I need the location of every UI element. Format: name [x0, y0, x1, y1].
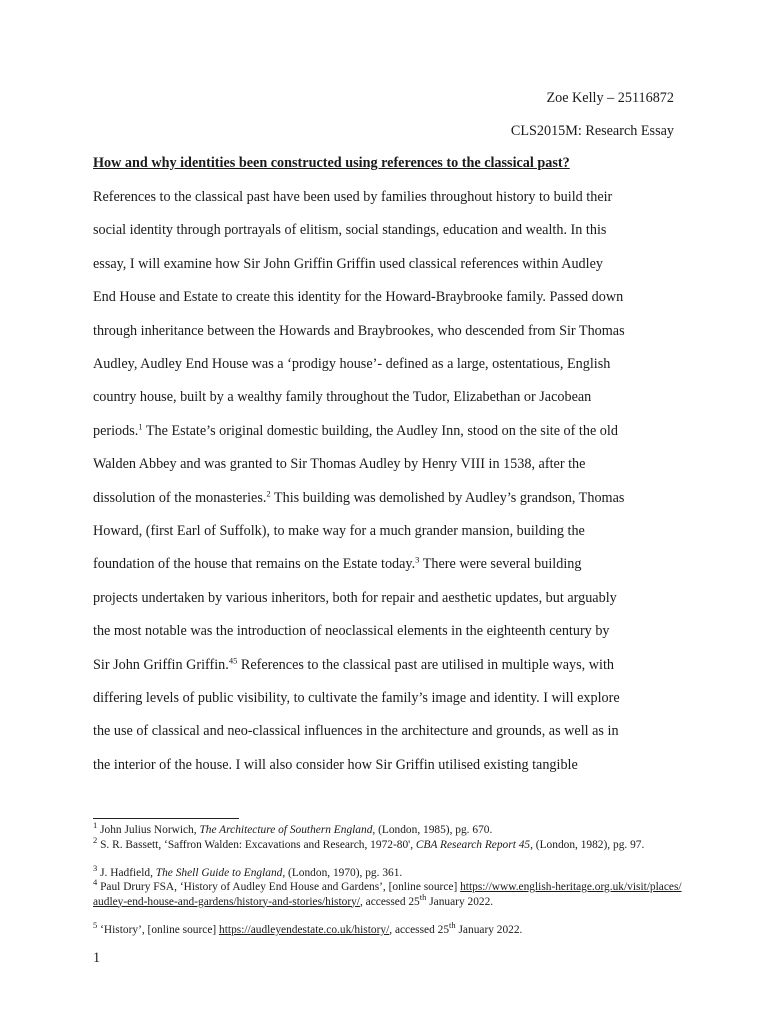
body-line: Howard, (first Earl of Suffolk), to make way for a much grander mansion, building the	[93, 523, 585, 539]
footnote-reference: 1	[138, 421, 143, 432]
body-text: periods.	[93, 422, 139, 439]
footnote-text: January 2022.	[426, 895, 494, 908]
body-line: projects undertaken by various inheritors, both for repair and aesthetic updates, but arguably	[93, 589, 617, 606]
footnote-number: 2	[93, 835, 98, 846]
body-text: dissolution of the monasteries.	[93, 489, 267, 506]
body-line: differing levels of public visibility, to cultivate the family’s image and identity. I will explore	[93, 690, 620, 706]
body-line: the most notable was the introduction of neoclassical elements in the eighteenth century by	[93, 623, 610, 640]
footnote-number: 5	[93, 920, 98, 931]
footnote-text: January 2022.	[455, 924, 523, 936]
footnote-5	[93, 920, 683, 938]
body-line: the interior of the house. I will also consider how Sir Griffin utilised existing tangible	[93, 756, 578, 773]
footnote-text: (London, 1970), pg. 361.	[285, 867, 403, 879]
body-text: References to the classical past are utilised in multiple ways, with	[237, 656, 614, 673]
body-line: country house, built by a wealthy family throughout the Tudor, Elizabethan or Jacobean	[93, 389, 592, 406]
body-line	[93, 555, 683, 573]
footnote-number: 3	[93, 863, 98, 874]
footnote-text: John Julius Norwich,	[97, 824, 200, 836]
body-line	[93, 489, 683, 507]
body-text: The Estate’s original domestic building, the Audley Inn, stood on the site of the old	[142, 422, 618, 439]
body-text: Sir John Griffin Griffin.	[93, 656, 229, 673]
footnote-reference: 2	[266, 487, 271, 498]
footnote-text: J. Hadfield,	[97, 867, 156, 879]
body-line: essay, I will examine how Sir John Griffin Griffin used classical references within Audley	[93, 255, 603, 272]
body-line: the use of classical and neo-classical influences in the architecture and grounds, as well as in	[93, 723, 619, 740]
body-line: References to the classical past have been used by families throughout history to build their	[93, 189, 613, 205]
body-text: This building was demolished by Audley’s grandson, Thomas	[270, 489, 625, 506]
footnote-number: 1	[93, 820, 98, 831]
body-line	[93, 656, 683, 674]
footnote-ordinal: th	[419, 891, 427, 902]
footnote-reference: 3	[415, 554, 420, 565]
course-line: CLS2015M: Research Essay	[510, 123, 674, 139]
footnote-text: (London, 1985), pg. 670.	[375, 824, 493, 836]
body-line: through inheritance between the Howards and Braybrookes, who descended from Sir Thomas	[93, 322, 625, 339]
footnote-reference: 45	[228, 654, 238, 665]
essay-title: How and why identities been constructed using references to the classical past?	[93, 155, 570, 171]
body-line: Audley, Audley End House was a ‘prodigy house’- defined as a large, ostentatious, English	[93, 356, 611, 372]
footnote-text: S. R. Bassett, ‘Saffron Walden: Excavations and Research, 1972-80',	[97, 839, 416, 851]
body-line: Walden Abbey and was granted to Sir Thomas Audley by Henry VIII in 1538, after the	[93, 456, 586, 473]
body-line: social identity through portrayals of elitism, social standings, education and wealth. In this	[93, 222, 607, 239]
footnote-link[interactable]: https://audleyendestate.co.uk/history/	[219, 924, 390, 936]
author-line: Zoe Kelly – 25116872	[546, 90, 674, 106]
body-line: End House and Estate to create this identity for the Howard-Braybrooke family. Passed down	[93, 289, 624, 306]
footnote-number: 4	[93, 877, 98, 888]
footnote-ordinal: th	[449, 920, 456, 931]
footnote-title: CBA Research Report 45,	[415, 839, 533, 851]
footnote-text: ‘History’, [online source]	[97, 924, 220, 936]
body-text: There were several building	[419, 556, 582, 573]
footnote-text: Paul Drury FSA, ‘History of Audley End House and Gardens’, [online source]	[97, 881, 461, 893]
footnote-title: The Architecture of Southern England,	[199, 824, 376, 836]
footnote-4	[93, 877, 683, 909]
page-number: 1	[93, 950, 101, 966]
body-text: foundation of the house that remains on the Estate today.	[93, 556, 416, 573]
footnote-text: , accessed 25	[359, 895, 420, 908]
footnote-title: The Shell Guide to England,	[155, 867, 286, 879]
footnote-text: (London, 1982), pg. 97.	[532, 839, 645, 851]
footnote-link[interactable]: https://www.english-heritage.org.uk/visit/places/audley-end-house-and-gardens/history-and-stories/history/	[93, 881, 682, 908]
footnote-3	[93, 863, 683, 881]
footnote-text: , accessed 25	[389, 924, 450, 936]
body-line	[93, 422, 683, 440]
footnote-2	[93, 835, 683, 853]
footnote-1	[93, 820, 683, 838]
footnote-separator	[93, 818, 239, 819]
